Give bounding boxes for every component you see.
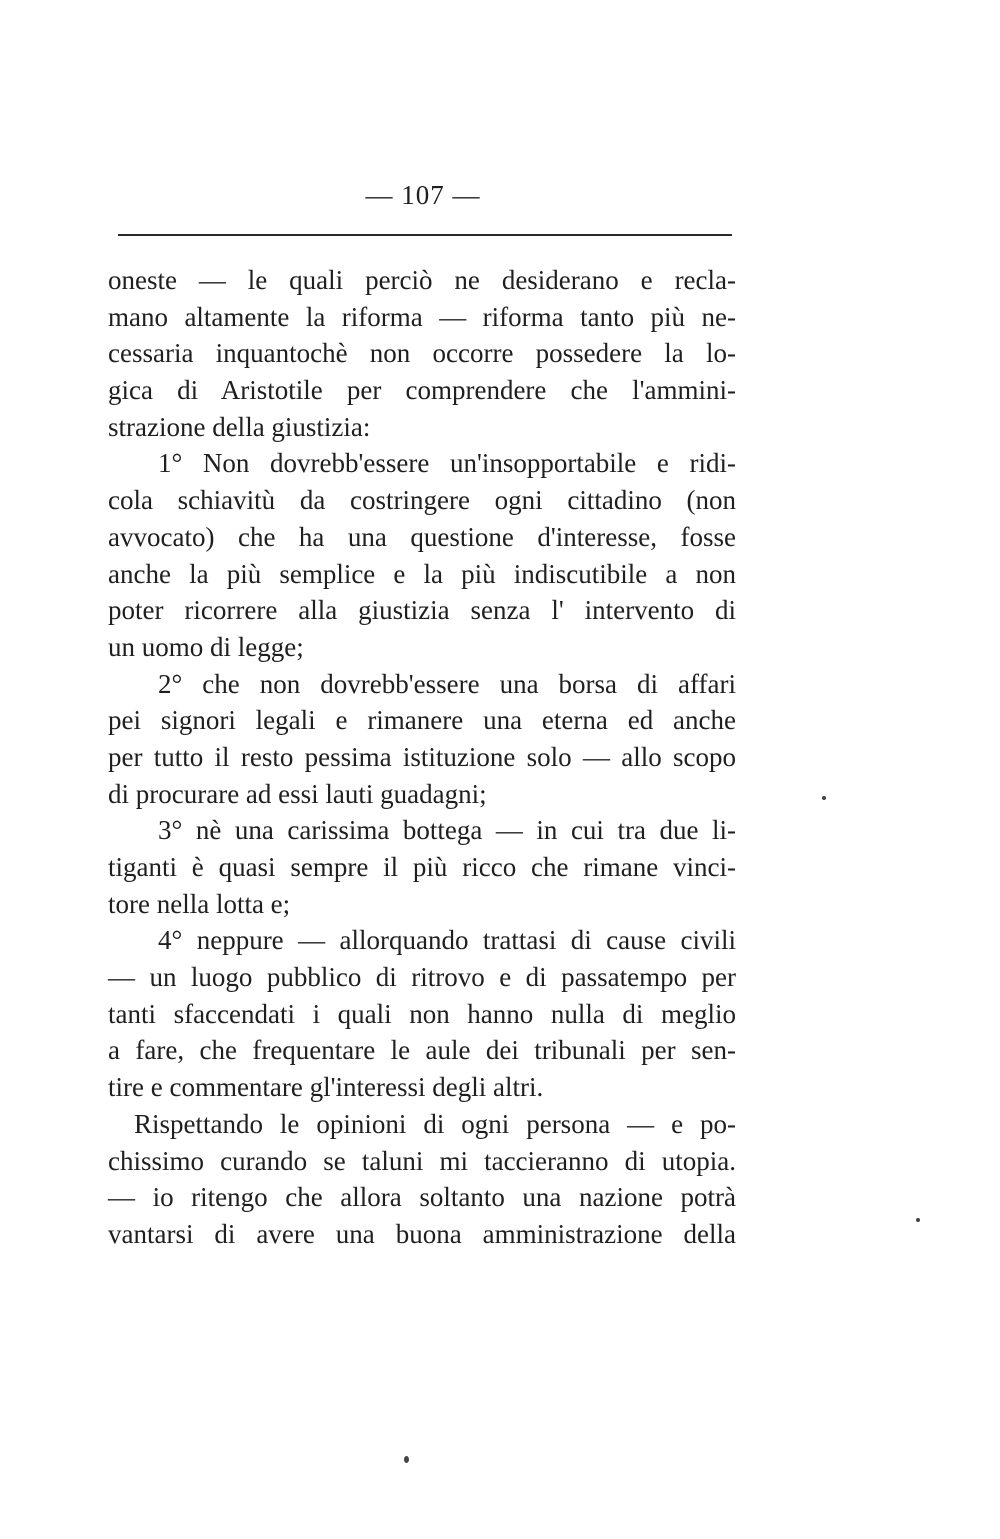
text-line: tanti sfaccendati i quali non hanno nulla di meglio: [108, 998, 736, 1029]
text-line: 2° che non dovrebb'essere una borsa di affari: [158, 668, 736, 699]
page-speck: [916, 1218, 920, 1222]
text-line: poter ricorrere alla giustizia senza l' intervento di: [108, 595, 736, 626]
text-line: Rispettando le opinioni di ogni persona — e po-: [134, 1108, 736, 1139]
header-rule: [118, 234, 732, 236]
text-line: tore nella lotta e;: [108, 888, 291, 919]
text-line: pei signori legali e rimanere una eterna ed anche: [108, 705, 736, 736]
text-line: oneste — le quali perciò ne desiderano e recla-: [108, 265, 736, 295]
text-line: tire e commentare gl'interessi degli altri.: [108, 1072, 544, 1103]
page-speck: [404, 1456, 409, 1463]
page-number: — 107 —: [365, 180, 481, 210]
text-line: gica di Aristotile per comprendere che l'ammini-: [108, 375, 736, 406]
text-line: 4° neppure — allorquando trattasi di cause civili: [158, 925, 736, 956]
text-line: chissimo curando se taluni mi taccieranno di utopia.: [108, 1145, 736, 1176]
text-line: tiganti è quasi sempre il più ricco che rimane vinci-: [108, 852, 736, 882]
page-speck: [822, 796, 826, 800]
text-line: 1° Non dovrebb'essere un'insopportabile e ridi-: [158, 448, 736, 479]
body-text: [108, 262, 736, 1253]
text-line: — un luogo pubblico di ritrovo e di passatempo per: [108, 962, 736, 993]
text-line: cessaria inquantochè non occorre possedere la lo-: [108, 338, 736, 369]
text-line: anche la più semplice e la più indiscutibile a non: [108, 558, 736, 589]
text-line: per tutto il resto pessima istituzione solo — allo scopo: [108, 741, 736, 772]
text-line: — io ritengo che allora soltanto una nazione potrà: [108, 1182, 736, 1213]
text-line: a fare, che frequentare le aule dei tribunali per sen-: [108, 1035, 736, 1066]
text-line: un uomo di legge;: [108, 631, 304, 662]
text-line: strazione della giustizia:: [108, 411, 371, 442]
text-line: vantarsi di avere una buona amministrazione della: [108, 1218, 736, 1249]
text-line: 3° nè una carissima bottega — in cui tra due li-: [158, 815, 736, 846]
text-line: mano altamente la riforma — riforma tanto più ne-: [108, 301, 736, 332]
text-line: cola schiavitù da costringere ogni cittadino (non: [108, 485, 736, 516]
text-line: avvocato) che ha una questione d'interesse, fosse: [108, 521, 736, 552]
text-line: di procurare ad essi lauti guadagni;: [108, 778, 487, 809]
